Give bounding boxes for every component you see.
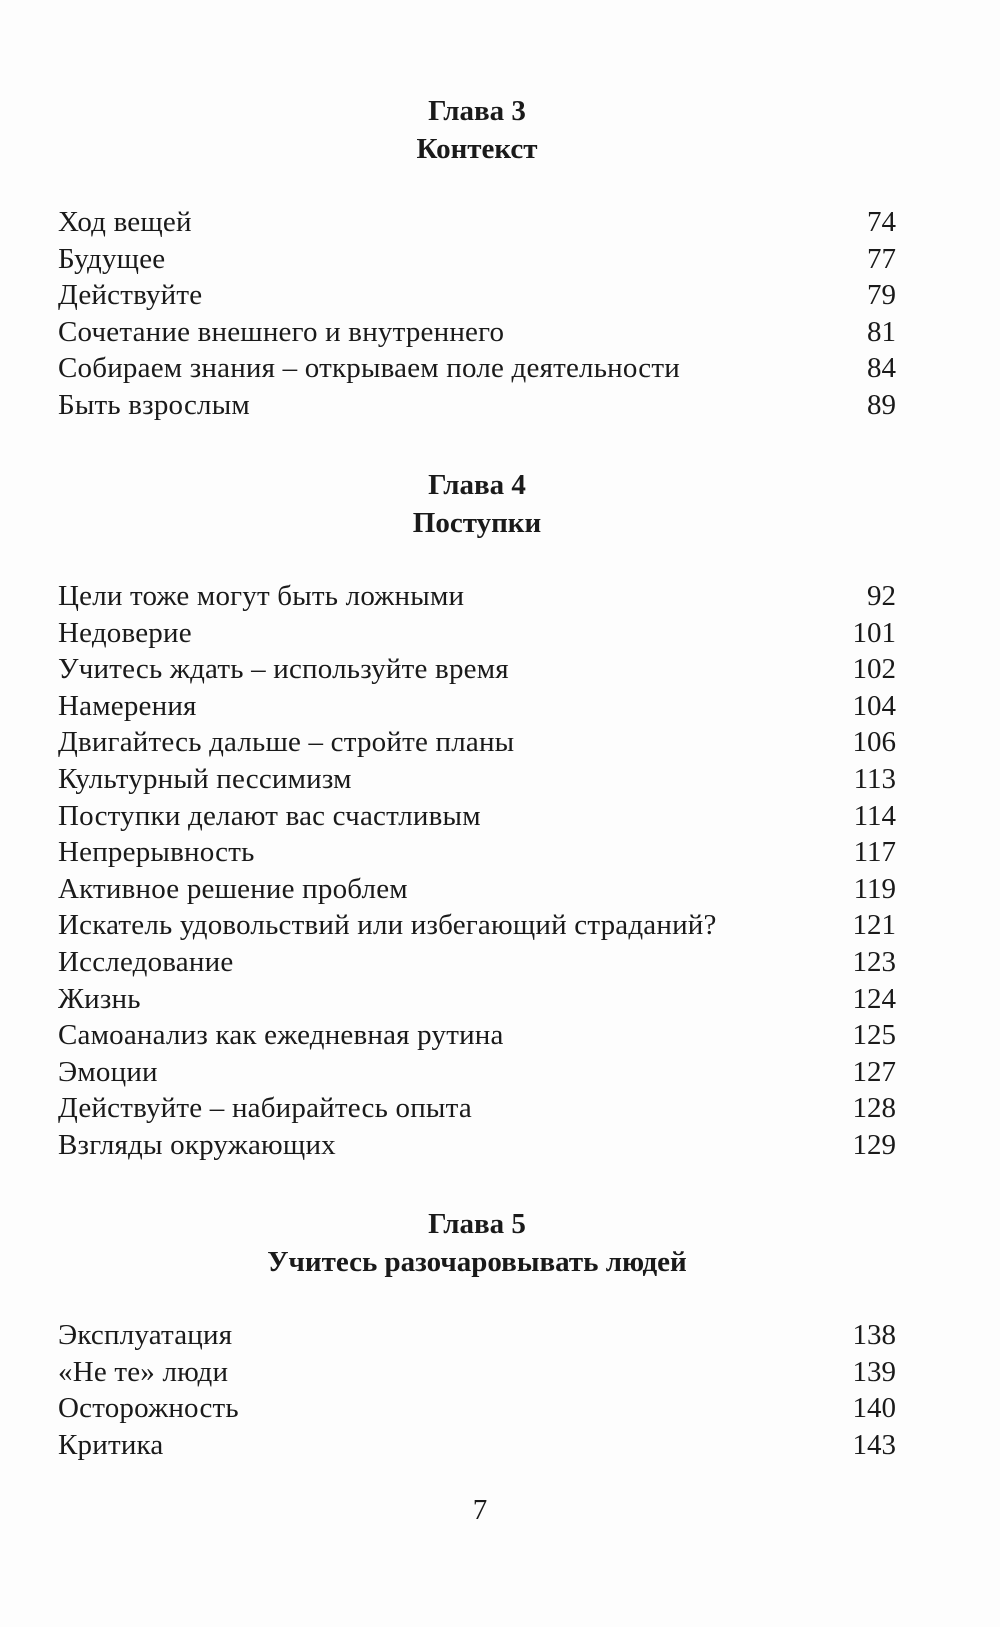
entry-title: Исследование [58,945,234,978]
toc-entry [58,981,896,1018]
entry-page-number: 128 [852,1092,896,1125]
chapter-label: Глава 4 [428,469,526,501]
toc-entries [58,578,896,1164]
chapter-4-section [58,466,896,1164]
entry-title: Быть взрослым [58,388,250,421]
toc-entry [58,1127,896,1164]
toc-entry [58,1427,896,1464]
chapter-label: Глава 3 [428,95,526,127]
entry-page-number: 127 [852,1055,896,1088]
entry-page-number: 140 [852,1392,896,1425]
entry-page-number: 121 [852,909,896,942]
chapter-5-section [58,1205,896,1463]
toc-entry [58,724,896,761]
toc-entry [58,578,896,615]
entry-page-number: 138 [852,1319,896,1351]
entry-title: Ход вещей [58,206,192,238]
chapter-heading [58,92,896,168]
toc-entry [58,314,896,351]
toc-entry [58,944,896,981]
entry-title: Активное решение проблем [58,872,408,905]
entry-title: Культурный пессимизм [58,762,352,795]
entry-page-number: 123 [852,945,896,978]
entry-page-number: 139 [852,1355,896,1388]
page-number: 7 [472,1494,488,1526]
entry-page-number: 119 [853,872,896,905]
entry-page-number: 104 [852,689,896,722]
entry-title: «Не те» люди [58,1355,229,1388]
entry-page-number: 143 [852,1428,896,1461]
toc-entry [58,204,896,241]
entry-title: Двигайтесь дальше – стройте планы [58,726,515,759]
toc-entry [58,615,896,652]
chapter-label: Глава 5 [428,1208,526,1240]
toc-entry [58,1390,896,1427]
entry-title: Действуйте – набирайтесь опыта [58,1092,472,1125]
toc-entry [58,834,896,871]
entry-title: Сочетание внешнего и внутреннего [58,315,505,348]
entry-title: Самоанализ как ежедневная рутина [58,1019,504,1052]
entry-page-number: 79 [867,279,896,312]
toc-entry [58,241,896,278]
toc-entry [58,907,896,944]
chapter-title: Поступки [412,507,542,539]
entry-page-number: 84 [867,352,896,385]
chapter-title: Учитесь разочаровывать людей [267,1246,687,1278]
toc-entry [58,761,896,798]
entry-page-number: 129 [852,1128,896,1161]
toc-entries [58,1317,896,1463]
entry-title: Жизнь [58,982,141,1015]
entry-title: Учитесь ждать – используйте время [58,653,509,686]
entry-page-number: 92 [867,580,896,612]
entry-page-number: 106 [852,726,896,759]
entry-title: Поступки делают вас счастливым [58,799,481,832]
entry-page-number: 77 [867,242,896,275]
entry-title: Собираем знания – открываем поле деятельности [58,352,680,385]
toc-entry [58,387,896,424]
toc-entry [58,1090,896,1127]
toc-entry [58,350,896,387]
entry-title: Эксплуатация [58,1319,233,1351]
entry-page-number: 117 [853,836,896,869]
entry-page-number: 81 [867,315,896,348]
entry-page-number: 125 [852,1019,896,1052]
entry-page-number: 114 [853,799,896,832]
toc-entry [58,1317,896,1354]
entry-title: Искатель удовольствий или избегающий страданий? [58,909,717,942]
entry-title: Осторожность [58,1392,239,1425]
entry-title: Недоверие [58,616,192,649]
toc-entry [58,871,896,908]
toc-entry [58,277,896,314]
entry-page-number: 89 [867,388,896,421]
entry-title: Взгляды окружающих [58,1128,336,1161]
entry-title: Намерения [58,689,197,722]
toc-entries [58,204,896,424]
toc-entry [58,1054,896,1091]
chapter-heading [58,466,896,542]
entry-title: Критика [58,1428,164,1461]
entry-page-number: 102 [852,653,896,686]
toc-entry [58,688,896,725]
chapter-title: Контекст [416,133,538,165]
entry-page-number: 101 [852,616,896,649]
toc-entry [58,651,896,688]
chapter-3-section [58,92,896,424]
entry-title: Непрерывность [58,836,255,869]
entry-page-number: 113 [853,762,896,795]
entry-title: Эмоции [58,1055,158,1088]
entry-title: Будущее [58,242,166,275]
toc-entry [58,1354,896,1391]
toc-entry [58,1017,896,1054]
entry-title: Цели тоже могут быть ложными [58,580,465,612]
entry-page-number: 74 [867,206,896,238]
entry-page-number: 124 [852,982,896,1015]
chapter-heading [58,1205,896,1281]
toc-entry [58,798,896,835]
entry-title: Действуйте [58,279,203,312]
